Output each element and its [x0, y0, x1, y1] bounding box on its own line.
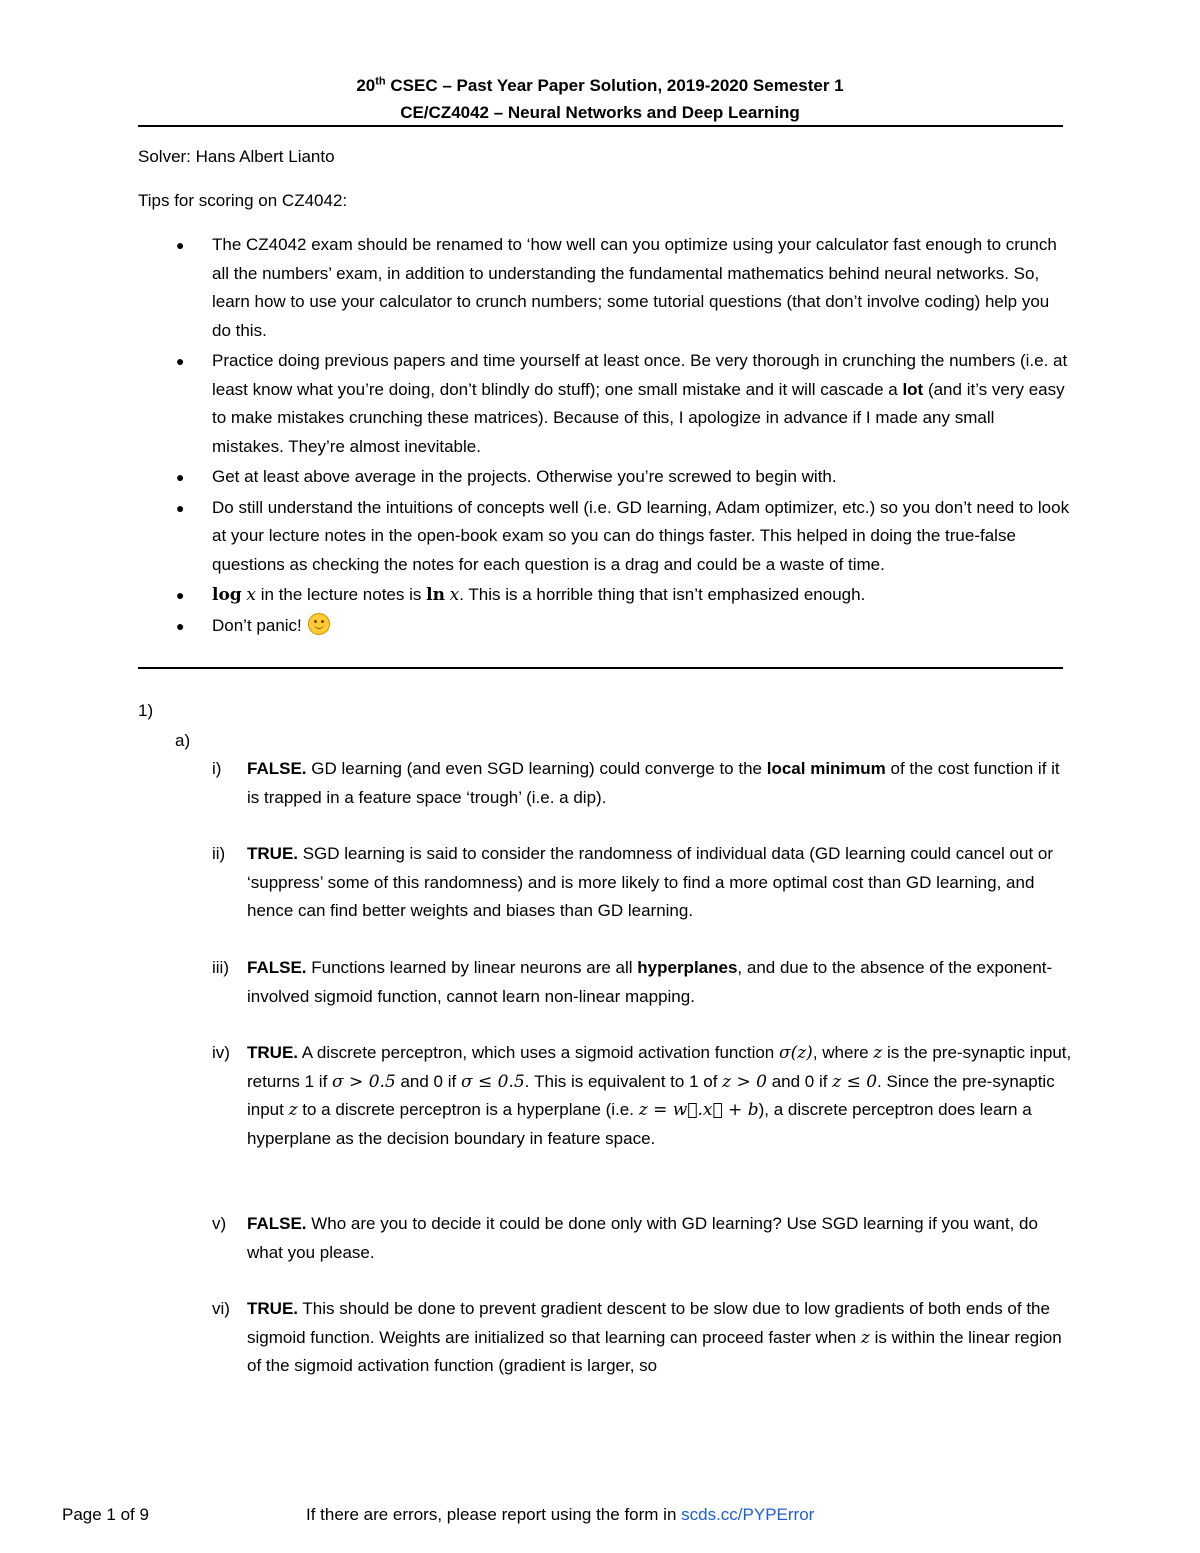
- answer-item-vi: vi) TRUE. This should be done to prevent gradient descent to be slow due to low gradients of both ends of the sigmoid function. Weights are initialized so that learning can proceed faster when z is within the linear region of the sigmoid activation function (gradient is larger, so: [212, 1295, 1072, 1381]
- course-title: CE/CZ4042 – Neural Networks and Deep Learning: [400, 103, 800, 122]
- answer-item-iii: iii) FALSE. Functions learned by linear neurons are all hyperplanes, and due to the absence of the exponent-involved sigmoid function, cannot learn non-linear mapping.: [212, 954, 1072, 1011]
- list-item: ● log x in the lecture notes is ln x. This is a horrible thing that isn’t emphasized enough.: [170, 581, 1070, 610]
- answer-number: ii): [212, 844, 226, 863]
- list-item: ● Don’t panic!: [170, 612, 1070, 641]
- bullet-dot-icon: ●: [176, 353, 185, 370]
- list-item: ● Practice doing previous papers and time yourself at least once. Be very thorough in crunching the numbers (i.e. at least know what you’re doing, don’t blindly do stuff); one small mistake and it will cascade a lot (and it’s very easy to make mistakes crunching these matrices). Because of this, I apologize in advance if I made any small mistakes. They’re almost inevitable.: [170, 347, 1070, 461]
- page-number: Page 1 of 9: [62, 1505, 149, 1524]
- section-divider: [138, 667, 1063, 669]
- bullet-dot-icon: ●: [176, 617, 185, 634]
- question-part: a): [175, 731, 191, 750]
- answer-item-i: i) FALSE. GD learning (and even SGD learning) could converge to the local minimum of the cost function if it is trapped in a feature space ‘trough’ (i.e. a dip).: [212, 755, 1072, 812]
- answer-number: i): [212, 759, 222, 778]
- answer-number: iii): [212, 958, 229, 977]
- list-item: ● The CZ4042 exam should be renamed to ‘how well can you optimize using your calculator fast enough to crunch all the numbers’ exam, in addition to understanding the fundamental mathematics behind neural networks. So, learn how to use your calculator to crunch numbers; some tutorial questions (that don’t involve coding) help you do this.: [170, 231, 1070, 345]
- answer-item-ii: ii) TRUE. SGD learning is said to consider the randomness of individual data (GD learning could cancel out or ‘suppress’ some of this randomness) and is more likely to find a more optimal cost than GD learning, and hence can find better weights and biases than GD learning.: [212, 840, 1072, 926]
- list-item: ● Do still understand the intuitions of concepts well (i.e. GD learning, Adam optimizer, etc.) so you don’t need to look at your lecture notes in the open-book exam so you can do things faster. This helped in doing the true-false questions as checking the notes for each question is a drag and could be a waste of time.: [170, 494, 1070, 580]
- solver-line: Solver: Hans Albert Lianto: [138, 147, 335, 166]
- paper-title: 20th CSEC – Past Year Paper Solution, 2019-2020 Semester 1: [356, 75, 844, 95]
- bullet-dot-icon: ●: [176, 587, 185, 604]
- answer-item-v: v) FALSE. Who are you to decide it could be done only with GD learning? Use SGD learning if you want, do what you please.: [212, 1210, 1072, 1267]
- bullet-dot-icon: ●: [176, 499, 185, 516]
- list-item: ● Get at least above average in the projects. Otherwise you’re screwed to begin with.: [170, 463, 1070, 492]
- error-report-note: If there are errors, please report using the form in scds.cc/PYPError: [306, 1505, 815, 1524]
- question-number: 1): [138, 701, 154, 720]
- tips-list: [170, 231, 1070, 642]
- report-link[interactable]: scds.cc/PYPError: [681, 1505, 815, 1524]
- header-divider: [138, 125, 1063, 127]
- document-header: [138, 72, 1062, 126]
- bullet-dot-icon: ●: [176, 469, 185, 486]
- tips-heading: Tips for scoring on CZ4042:: [138, 191, 348, 210]
- answer-item-iv: iv) TRUE. A discrete perceptron, which uses a sigmoid activation function σ(z), where z is the pre-synaptic input, returns 1 if σ > 0.5 and 0 if σ ≤ 0.5. This is equivalent to 1 of z > 0 and 0 if z ≤ 0. Since the pre-synaptic input z to a discrete perceptron is a hyperplane (i.e. z = w⃗.x⃗ + b), a discrete perceptron does learn a hyperplane as the decision boundary in feature space.: [212, 1039, 1072, 1153]
- answer-number: iv): [212, 1043, 230, 1062]
- answer-number: v): [212, 1214, 227, 1233]
- answer-number: vi): [212, 1299, 230, 1318]
- bullet-dot-icon: ●: [176, 237, 185, 253]
- smiley-face-icon: [308, 613, 330, 635]
